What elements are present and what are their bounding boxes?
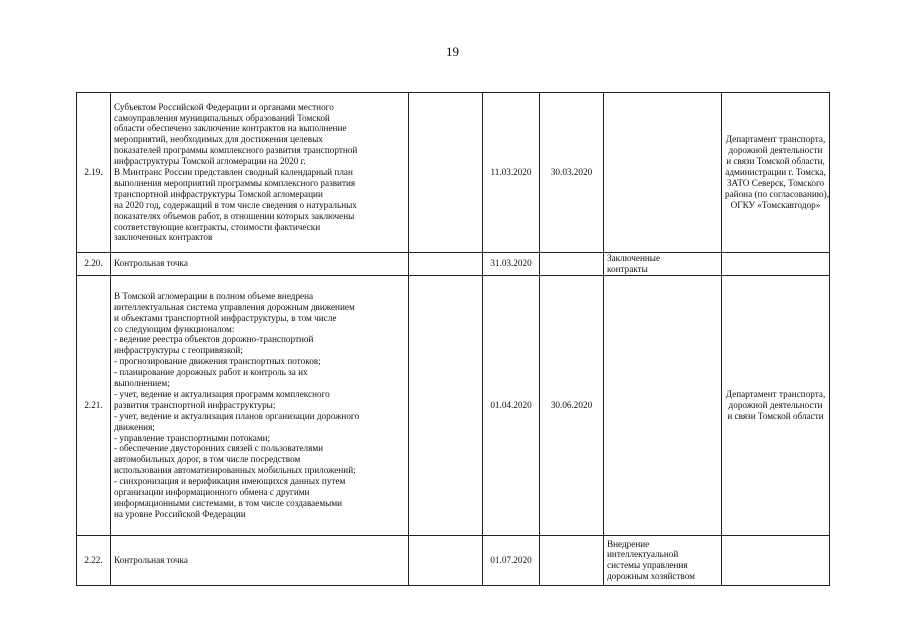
- row-description-line: развития транспортной инфраструктуры;: [114, 399, 276, 410]
- row-responsible-line: Департамент транспорта,: [725, 388, 826, 399]
- row-responsible-line: и связи Томской области,: [726, 156, 825, 167]
- row-number: 2.22.: [77, 535, 111, 585]
- row-description-line: Субъектом Российской Федерации и органами местного: [114, 101, 334, 112]
- row-result-line: интеллектуальной: [607, 549, 679, 560]
- row-end-date: [540, 253, 604, 276]
- row-responsible: [722, 275, 830, 535]
- row-result: [604, 93, 722, 253]
- table-row: [77, 253, 830, 276]
- row-description-line: движения;: [114, 421, 155, 432]
- row-result: [604, 275, 722, 535]
- row-description-line: соответствующие контракты, стоимости фактически: [114, 221, 321, 232]
- row-description-line: транспортной инфраструктуры Томской агломерации: [114, 188, 323, 199]
- row-responsible-line: администрации г. Томска,: [725, 167, 826, 178]
- row-description-line: организации информационного обмена с другими: [114, 487, 310, 498]
- row-description-line: интеллектуальная система управления дорожным движением: [114, 301, 355, 312]
- row-description-line: - синхронизация и верификация имеющихся данных путем: [114, 476, 346, 487]
- row-description-line: В Минтранс России представлен сводный календарный план: [114, 167, 353, 178]
- row-description-line: - прогнозирование движения транспортных потоков;: [114, 356, 321, 367]
- row-responsible-line: дорожной деятельности: [728, 399, 823, 410]
- row-responsible-line: Департамент транспорта,: [725, 134, 826, 145]
- row-description-line: Контрольная точка: [114, 554, 188, 565]
- row-responsible-line: ОГКУ «Томскавтодор»: [730, 199, 821, 210]
- row-result-line: Заключенные: [607, 253, 661, 263]
- row-description-line: автомобильных дорог, в том числе посредством: [114, 454, 301, 465]
- row-description-line: со следующим функционалом:: [114, 323, 235, 334]
- row-responsible-line: дорожной деятельности: [728, 145, 823, 156]
- row-empty-cell: [409, 275, 483, 535]
- row-description-line: - управление транспортными потоками;: [114, 432, 271, 443]
- row-empty-cell: [409, 93, 483, 253]
- row-description-line: - учет, ведение и актуализация программ комплексного: [114, 388, 330, 399]
- row-responsible: [722, 93, 830, 253]
- row-number: 2.20.: [77, 253, 111, 276]
- row-responsible: [722, 535, 830, 585]
- row-description-line: на уровне Российской Федерации: [114, 508, 246, 519]
- row-result-line: системы управления: [607, 560, 688, 571]
- row-description-line: - обеспечение двусторонних связей с пользователями: [114, 443, 324, 454]
- row-empty-cell: [409, 535, 483, 585]
- table-row: [77, 535, 830, 585]
- row-description-line: на 2020 год, содержащий в том числе сведения о натуральных: [114, 199, 357, 210]
- row-number: 2.21.: [77, 275, 111, 535]
- row-responsible-line: и связи Томской области: [727, 410, 824, 421]
- row-description: [111, 253, 409, 276]
- row-description-line: - учет, ведение и актуализация планов организации дорожного: [114, 410, 360, 421]
- row-description-line: Контрольная точка: [114, 258, 188, 269]
- row-description-line: мероприятий, необходимых для достижения целевых: [114, 134, 323, 145]
- row-end-date: 30.03.2020: [540, 93, 604, 253]
- row-description-line: инфраструктуры Томской агломерации на 2020 г.: [114, 156, 306, 167]
- row-result-line: Внедрение: [607, 538, 650, 549]
- table-row: [77, 93, 830, 253]
- plan-table: [76, 92, 830, 586]
- row-result: [604, 253, 722, 276]
- row-description-line: выполнением;: [114, 378, 170, 389]
- row-description-line: использования автоматизированных мобильных приложений;: [114, 465, 356, 476]
- row-description-line: инфраструктуры с геопривязкой;: [114, 345, 243, 356]
- table-row: [77, 275, 830, 535]
- row-empty-cell: [409, 253, 483, 276]
- row-responsible-line: района (по согласованию),: [725, 188, 829, 199]
- row-description-line: и объектами транспортной инфраструктуры, в том числе: [114, 312, 337, 323]
- row-description-line: - ведение реестра объектов дорожно-транспортной: [114, 334, 314, 345]
- row-result: [604, 535, 722, 585]
- row-description-line: - планирование дорожных работ и контроль за их: [114, 367, 308, 378]
- row-start-date: 01.04.2020: [483, 275, 540, 535]
- row-responsible-line: ЗАТО Северск, Томского: [726, 177, 825, 188]
- row-description: [111, 275, 409, 535]
- page-number: 19: [446, 44, 459, 59]
- row-start-date: 31.03.2020: [483, 253, 540, 276]
- row-description: [111, 535, 409, 585]
- row-start-date: 01.07.2020: [483, 535, 540, 585]
- row-description-line: области обеспечено заключение контрактов на выполнение: [114, 123, 347, 134]
- row-result-line: контракты: [607, 263, 648, 274]
- row-description: [111, 93, 409, 253]
- row-end-date: 30.06.2020: [540, 275, 604, 535]
- row-description-line: информационными системами, в том числе создаваемыми: [114, 498, 343, 509]
- row-number: 2.19.: [77, 93, 111, 253]
- row-description-line: показателей программы комплексного развития транспортной: [114, 145, 358, 156]
- row-description-line: выполнения мероприятий программы комплексного развития: [114, 177, 356, 188]
- row-start-date: 11.03.2020: [483, 93, 540, 253]
- row-end-date: [540, 535, 604, 585]
- row-responsible: [722, 253, 830, 276]
- row-description-line: заключенных контрактов: [114, 232, 213, 243]
- row-result-line: дорожным хозяйством: [607, 571, 695, 582]
- row-description-line: показателях объемов работ, в отношении которых заключены: [114, 210, 355, 221]
- row-description-line: самоуправления муниципальных образований Томской: [114, 112, 330, 123]
- row-description-line: В Томской агломерации в полном объеме внедрена: [114, 290, 314, 301]
